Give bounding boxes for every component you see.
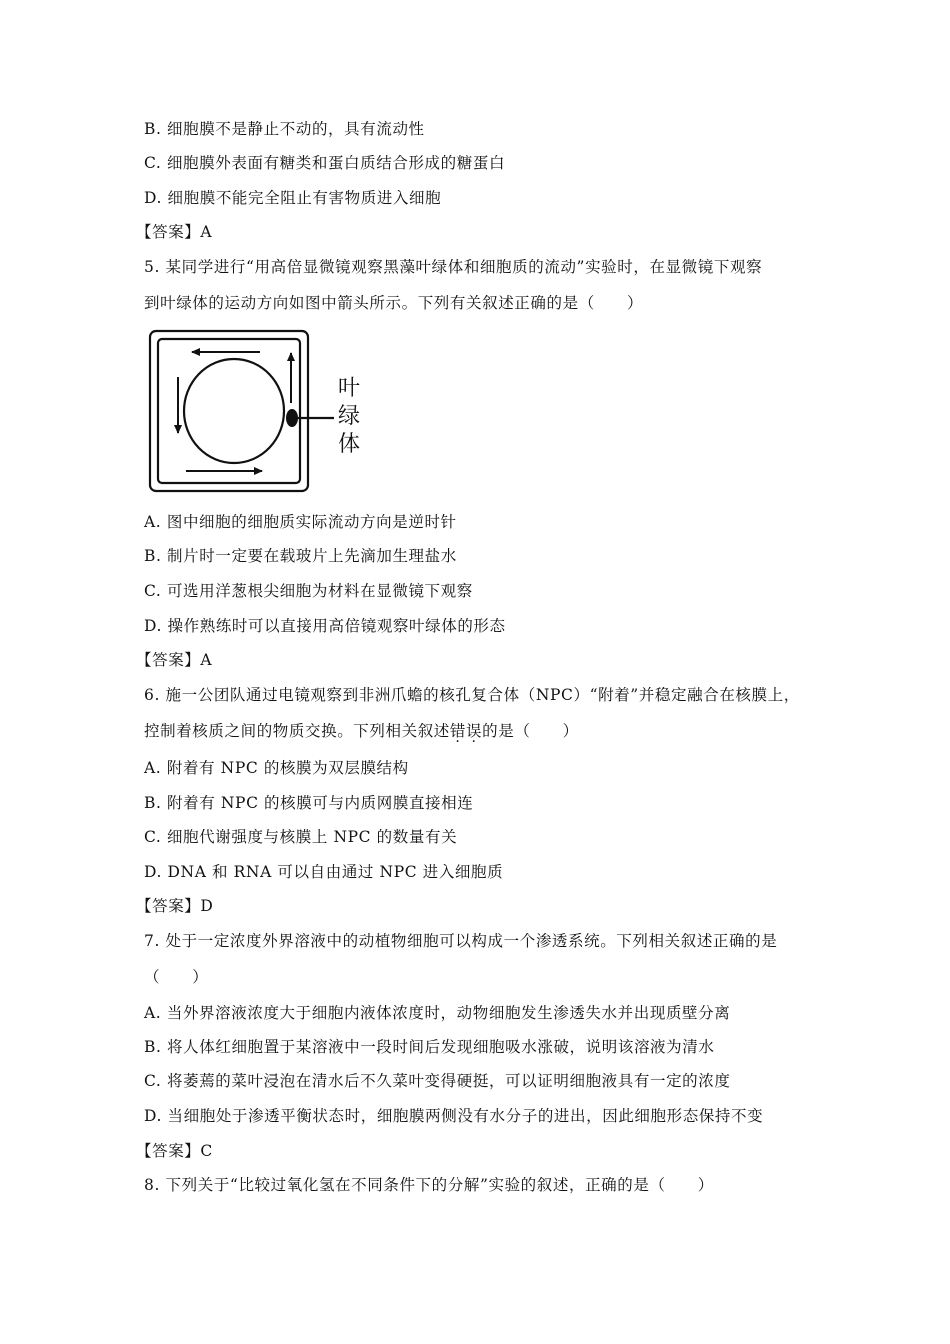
vacuole	[184, 359, 284, 463]
q5-stem-line2: 到叶绿体的运动方向如图中箭头所示。下列有关叙述正确的是（ ）	[144, 294, 644, 312]
q7-stem-line1: 7. 处于一定浓度外界溶液中的动植物细胞可以构成一个渗透系统。下列相关叙述正确的是	[144, 932, 778, 950]
chloroplast	[286, 409, 298, 427]
chloroplast-flow-diagram	[148, 327, 378, 497]
q6-stem-line2-pre: 控制着核质之间的物质交换。下列相关叙述	[144, 722, 450, 740]
q5-stem-line1: 5. 某同学进行“用高倍显微镜观察黑藻叶绿体和细胞质的流动”实验时，在显微镜下观察	[144, 258, 763, 276]
q5-option-d: D. 操作熟练时可以直接用高倍镜观察叶绿体的形态	[144, 617, 506, 635]
label-char-3: 体	[338, 432, 361, 457]
label-char-2: 绿	[338, 404, 361, 429]
q6-option-d: D. DNA 和 RNA 可以自由通过 NPC 进入细胞质	[144, 863, 504, 881]
q7-option-a: A. 当外界溶液浓度大于细胞内液体浓度时，动物细胞发生渗透失水并出现质壁分离	[144, 1004, 731, 1022]
q6-option-c: C. 细胞代谢强度与核膜上 NPC 的数量有关	[144, 828, 458, 846]
q7-answer: 【答案】C	[136, 1142, 213, 1160]
cell-wall	[158, 339, 300, 483]
q6-stem-line1: 6. 施一公团队通过电镜观察到非洲爪蟾的核孔复合体（NPC）“附着”并稳定融合在核膜上，	[144, 686, 800, 704]
label-char-1: 叶	[338, 376, 361, 401]
q4-option-d: D. 细胞膜不能完全阻止有害物质进入细胞	[144, 189, 442, 207]
q7-option-d: D. 当细胞处于渗透平衡状态时，细胞膜两侧没有水分子的进出，因此细胞形态保持不变	[144, 1107, 764, 1125]
q7-stem-line2: （ ）	[144, 968, 209, 986]
q6-stem-line2	[144, 721, 579, 741]
q8-stem-line1: 8. 下列关于“比较过氧化氢在不同条件下的分解”实验的叙述，正确的是（ ）	[144, 1176, 714, 1194]
q5-option-a: A. 图中细胞的细胞质实际流动方向是逆时针	[144, 513, 457, 531]
q5-option-c: C. 可选用洋葱根尖细胞为材料在显微镜下观察	[144, 582, 473, 600]
q7-option-b: B. 将人体红细胞置于某溶液中一段时间后发现细胞吸水涨破，说明该溶液为清水	[144, 1038, 715, 1056]
q4-option-c: C. 细胞膜外表面有糖类和蛋白质结合形成的糖蛋白	[144, 154, 506, 172]
q4-option-b: B. 细胞膜不是静止不动的，具有流动性	[144, 120, 425, 138]
q6-option-b: B. 附着有 NPC 的核膜可与内质网膜直接相连	[144, 794, 474, 812]
q7-option-c: C. 将萎蔫的菜叶浸泡在清水后不久菜叶变得硬挺，可以证明细胞液具有一定的浓度	[144, 1072, 731, 1090]
emphasis-char-1: 错	[449, 722, 467, 740]
q6-stem-line2-post: 的是（ ）	[482, 722, 579, 740]
q5-option-b: B. 制片时一定要在载玻片上先滴加生理盐水	[144, 547, 457, 565]
q5-answer: 【答案】A	[136, 651, 213, 669]
q6-option-a: A. 附着有 NPC 的核膜为双层膜结构	[144, 759, 409, 777]
q4-answer: 【答案】A	[136, 223, 213, 241]
q6-answer: 【答案】D	[136, 897, 214, 915]
emphasis-char-2: 误	[466, 722, 483, 740]
